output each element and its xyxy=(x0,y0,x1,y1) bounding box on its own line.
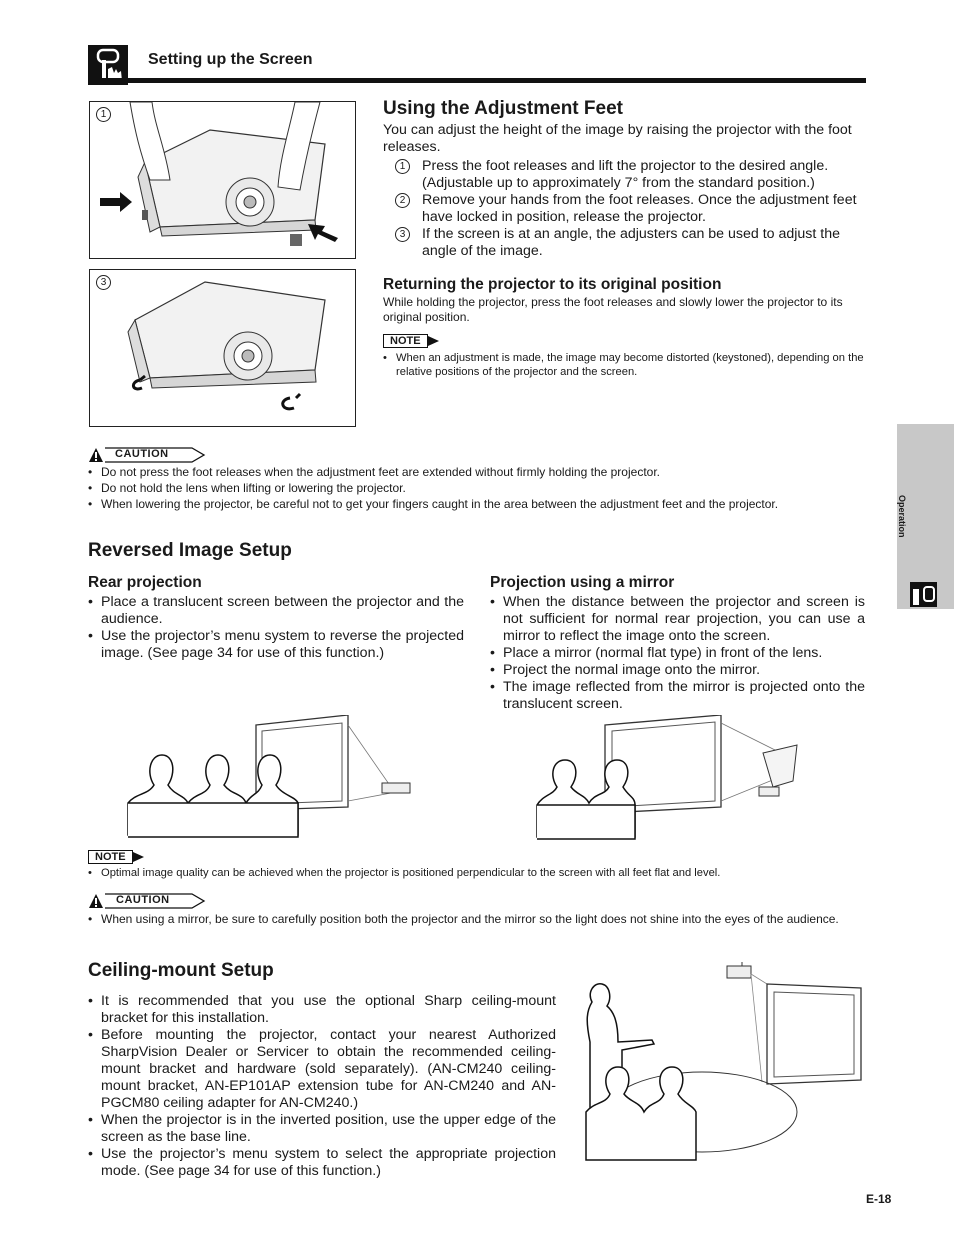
caution-badge xyxy=(88,447,866,463)
list-item: • When the projector is in the inverted position, use the upper edge of the screen as the base line. xyxy=(88,1112,556,1146)
rear-projection-illustration xyxy=(126,715,426,840)
section-title: Setting up the Screen xyxy=(148,51,313,68)
arrow-right-icon xyxy=(133,851,145,863)
step-text: Press the foot releases and lift the projector to the desired angle. (Adjustable up to approximately 7° from the standard position.) xyxy=(422,158,829,191)
reversed-heading: Reversed Image Setup xyxy=(88,540,292,561)
step-text: Remove your hands from the foot releases. Once the adjustment feet have locked in position, release the projector. xyxy=(422,192,857,225)
ceiling-mount-illustration xyxy=(582,962,864,1162)
list-item xyxy=(383,226,867,260)
side-tab-label: Operation xyxy=(897,495,907,538)
note-list xyxy=(88,866,866,880)
note-badge-wrap xyxy=(88,850,866,864)
list-item: • Before mounting the projector, contact your nearest Authorized SharpVision Dealer or Servicer to obtain the recommended ceiling-mount bracket and hardware (sold separately). (AN-CM240 ceiling-mount bracket, AN-EP101AP extension tube for AN-CM240 and AN-PGCM80 ceiling adapter for AN-CM240.) xyxy=(88,1027,556,1112)
mirror-list xyxy=(490,594,865,713)
note-badge-wrap xyxy=(383,334,867,348)
caution-list xyxy=(88,912,866,927)
mirror-projection-illustration xyxy=(535,715,835,840)
caution-badge xyxy=(88,893,866,909)
list-item: • It is recommended that you use the optional Sharp ceiling-mount bracket for this installation. xyxy=(88,993,556,1027)
figure-label: 3 xyxy=(96,275,111,290)
caution-label: CAUTION xyxy=(116,894,170,906)
rear-list xyxy=(88,594,464,662)
list-item: • The image reflected from the mirror is projected onto the translucent screen. xyxy=(490,679,865,713)
list-item: • Place a translucent screen between the projector and the audience. xyxy=(88,594,464,628)
return-heading: Returning the projector to its original position xyxy=(383,276,722,293)
ceiling-heading: Ceiling-mount Setup xyxy=(88,960,274,981)
list-item: • Do not hold the lens when lifting or lowering the projector. xyxy=(88,481,866,496)
list-item: • Place a mirror (normal flat type) in front of the lens. xyxy=(490,645,865,662)
list-item: • Optimal image quality can be achieved when the projector is positioned perpendicular to the screen with all feet flat and level. xyxy=(88,866,866,880)
list-item: • Do not press the foot releases when the adjustment feet are extended without firmly holding the projector. xyxy=(88,465,866,480)
list-item xyxy=(383,158,867,192)
step-number: 1 xyxy=(395,159,410,174)
rear-heading: Rear projection xyxy=(88,574,202,591)
list-item: • When using a mirror, be sure to carefully position both the projector and the mirror so the light does not shine into the eyes of the audience. xyxy=(88,912,866,927)
list-item xyxy=(383,192,867,226)
figure-adjust-feet xyxy=(89,269,356,427)
note-badge: NOTE xyxy=(88,850,133,864)
mirror-heading: Projection using a mirror xyxy=(490,574,675,591)
list-item: • Use the projector’s menu system to reverse the projected image. (See page 34 for use of this function.) xyxy=(88,628,464,662)
adjustment-heading: Using the Adjustment Feet xyxy=(383,98,623,119)
page-number: E-18 xyxy=(866,1192,892,1206)
return-text: While holding the projector, press the foot releases and slowly lower the projector to its original position. xyxy=(383,295,843,324)
step-number: 2 xyxy=(395,193,410,208)
step-number: 3 xyxy=(395,227,410,242)
list-item: • When the distance between the projector and screen is not sufficient for normal rear projection, you can use a mirror to reflect the image onto the screen. xyxy=(490,594,865,645)
list-item: • Use the projector’s menu system to select the appropriate projection mode. (See page 34 for use of this function.) xyxy=(88,1146,556,1180)
list-item: • When an adjustment is made, the image may become distorted (keystoned), depending on the relative positions of the projector and the screen. xyxy=(383,351,867,379)
list-item: • When lowering the projector, be careful not to get your fingers caught in the area between the adjustment feet and the projector. xyxy=(88,497,866,512)
caution-label: CAUTION xyxy=(115,448,169,460)
side-tab-icon xyxy=(910,582,937,607)
figure-lift-projector xyxy=(89,101,356,259)
ceiling-list xyxy=(88,993,556,1180)
adjustment-intro: You can adjust the height of the image by raising the projector with the foot releases. xyxy=(383,122,852,155)
figure-label: 1 xyxy=(96,107,111,122)
note-list xyxy=(383,351,867,379)
caution-list xyxy=(88,465,866,512)
arrow-right-icon xyxy=(428,335,440,347)
note-badge: NOTE xyxy=(383,334,428,348)
list-item: • Project the normal image onto the mirror. xyxy=(490,662,865,679)
header-rule xyxy=(88,78,866,83)
adjustment-steps xyxy=(383,158,867,260)
step-text: If the screen is at an angle, the adjusters can be used to adjust the angle of the image. xyxy=(422,226,841,259)
